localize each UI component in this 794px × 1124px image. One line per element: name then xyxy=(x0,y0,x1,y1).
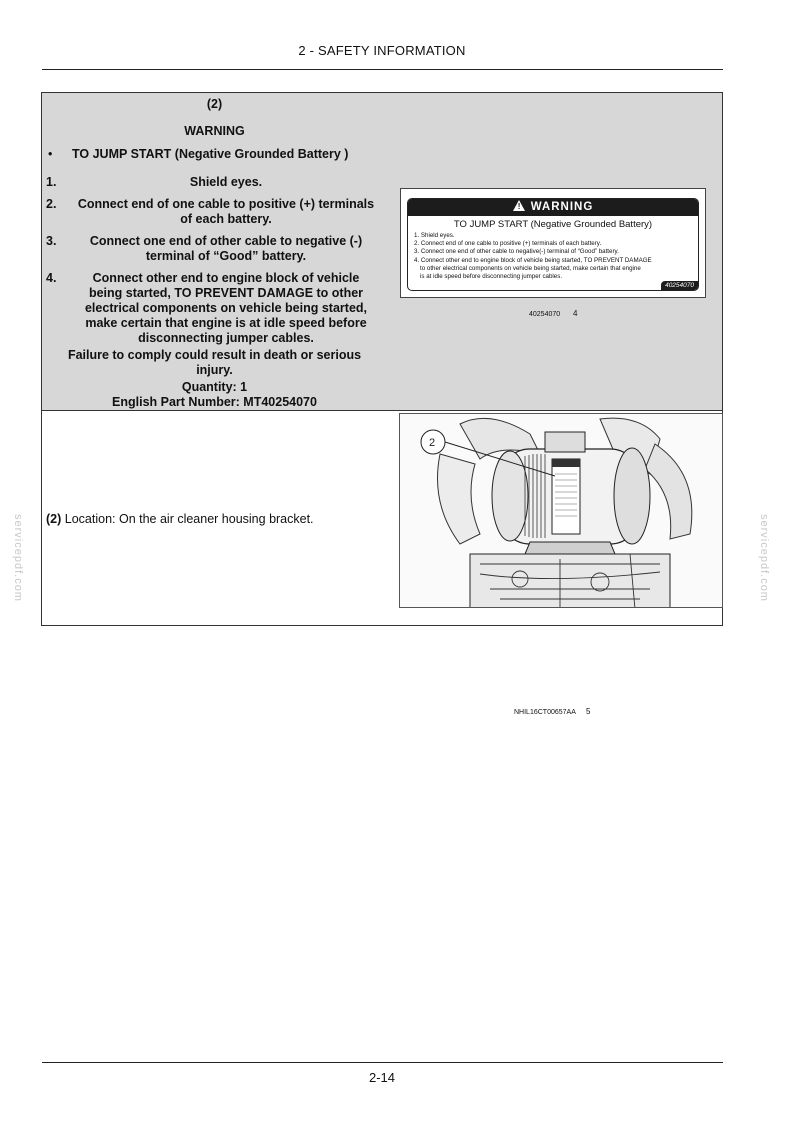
warning-heading: WARNING xyxy=(184,124,245,138)
decal-row xyxy=(42,93,722,411)
decal-instructions: 1. Shield eyes. 2. Connect end of one cable to positive (+) terminals of each battery. 3. Connect one end of other cable to negative(-) terminal of “Good” battery. 4. Connect other end to engine block of vehicle being started, TO PREVENT DAMAGE to other electrical components on vehicle being started, make certain that engine is at idle speed before disconnecting jumper cables. xyxy=(414,232,652,281)
watermark-left: servicepdf.com xyxy=(12,514,24,602)
step-text: Shield eyes. xyxy=(189,175,263,189)
decal-title: TO JUMP START (Negative Grounded Battery) xyxy=(453,219,653,230)
bullet-text: TO JUMP START (Negative Grounded Battery ) xyxy=(72,147,349,161)
figure-number: 4 xyxy=(573,309,578,318)
watermark-right: servicepdf.com xyxy=(758,514,770,602)
header-rule xyxy=(42,69,723,70)
warning-decal-image xyxy=(400,188,706,298)
decal-code: 40254070 xyxy=(661,281,698,290)
bullet-icon: • xyxy=(48,147,53,161)
air-cleaner-photo xyxy=(399,413,723,608)
callout-number: 2 xyxy=(429,437,436,449)
decal-warning-bar: ! WARNING xyxy=(408,199,698,216)
section-title: 2 - SAFETY INFORMATION xyxy=(298,43,466,58)
consequence-text: Failure to comply could result in death or serious injury. xyxy=(67,348,362,377)
quantity: Quantity: 1 xyxy=(181,380,248,394)
step-text: Connect other end to engine block of vehicle being started, TO PREVENT DAMAGE to other electrical components on vehicle being started, make certain that engine is at idle speed before disconnecting jumper cables. xyxy=(84,271,368,345)
location-text: (2) Location: On the air cleaner housing bracket. xyxy=(46,512,314,526)
decal-ref: (2) xyxy=(206,97,223,111)
page-number: 2-14 xyxy=(368,1070,396,1085)
footer-rule xyxy=(42,1062,723,1063)
decal-table xyxy=(41,92,723,716)
step-text: Connect one end of other cable to negative (-) terminal of “Good” battery. xyxy=(89,234,363,263)
step-text: Connect end of one cable to positive (+) terminals of each battery. xyxy=(77,197,375,226)
figure-number: 5 xyxy=(586,707,591,716)
decal-border xyxy=(407,198,699,291)
step-number: 3. xyxy=(46,234,57,248)
step-number: 1. xyxy=(46,175,57,189)
location-row xyxy=(42,411,722,716)
part-number: English Part Number: MT40254070 xyxy=(112,395,317,409)
step-number: 4. xyxy=(46,271,57,285)
figure-caption: NHIL16CT00657AA xyxy=(514,709,576,716)
warning-triangle-icon: ! xyxy=(513,200,525,211)
engine-illustration xyxy=(400,414,723,608)
step-number: 2. xyxy=(46,197,57,211)
figure-caption: 40254070 xyxy=(529,311,561,318)
